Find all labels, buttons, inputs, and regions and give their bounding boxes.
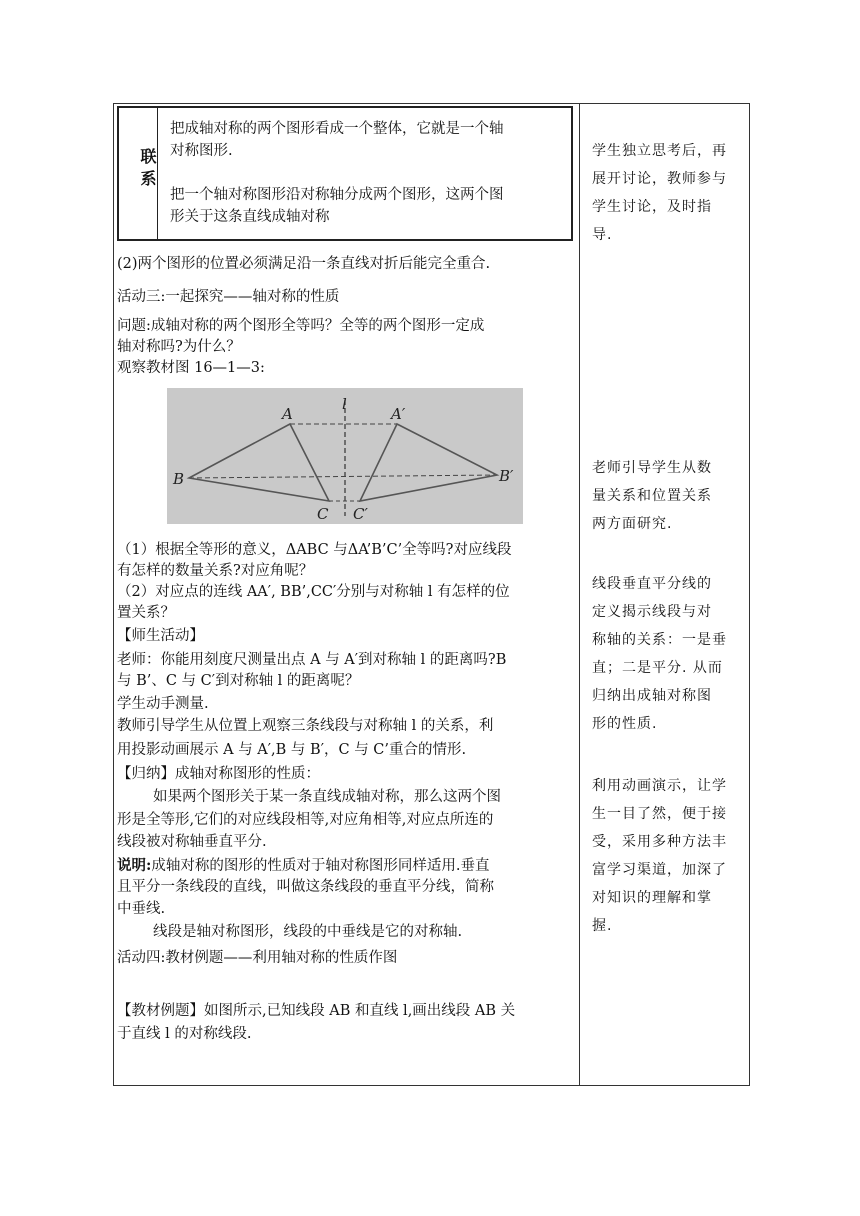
guide-line-2: 用投影动画展示 A 与 A′,B 与 B′，C 与 C’重合的情形. — [117, 742, 467, 758]
note-line-1 — [117, 855, 489, 877]
q1-line-2: 有怎样的数量关系?对应角呢？ — [117, 563, 314, 579]
right-note-3-line: 称轴的关系：一是垂 — [592, 632, 727, 648]
right-note-4-line: 富学习渠道，加深了 — [592, 862, 727, 878]
lianxi-text-1b: 对称图形. — [170, 143, 233, 159]
note-line-3: 中垂线. — [117, 901, 166, 917]
lianxi-label: 联系 — [138, 148, 157, 192]
main-line-1: (2)两个图形的位置必须满足沿一条直线对折后能完全重合. — [117, 256, 491, 272]
lianxi-text-2b: 形关于这条直线成轴对称 — [170, 209, 330, 225]
label-C: C — [317, 505, 329, 523]
right-note-4-line: 利用动画演示，让学 — [592, 778, 727, 794]
note-line-4: 线段是轴对称图形，线段的中垂线是它的对称轴. — [153, 924, 463, 940]
right-note-3-line: 归纳出成轴对称图 — [592, 688, 712, 704]
right-note-1 — [592, 137, 727, 249]
label-B2: B′ — [499, 467, 514, 485]
summary-line-1: 如果两个图形关于某一条直线成轴对称，那么这两个图 — [153, 789, 501, 805]
student-line: 学生动手测量. — [117, 696, 209, 712]
right-note-4 — [592, 772, 727, 940]
question-line-1: 问题:成轴对称的两个图形全等吗？全等的两个图形一定成 — [117, 318, 485, 334]
right-note-3-line: 线段垂直平分线的 — [592, 576, 712, 592]
right-note-2-line: 量关系和位置关系 — [592, 488, 712, 504]
lianxi-text-1a: 把成轴对称的两个图形看成一个整体，它就是一个轴 — [170, 121, 504, 137]
label-l: l — [342, 395, 347, 413]
right-note-3-line: 形的性质. — [592, 716, 658, 732]
right-note-1-line: 导. — [592, 227, 613, 243]
right-note-2 — [592, 454, 712, 538]
right-note-4-line: 生一目了然，便于接 — [592, 806, 727, 822]
note-label: 说明: — [117, 857, 152, 874]
right-note-4-line: 受，采用多种方法丰 — [592, 834, 727, 850]
question-line-2: 轴对称吗?为什么？ — [117, 339, 241, 355]
right-note-2-line: 老师引导学生从数 — [592, 460, 712, 476]
lianxi-text-2a: 把一个轴对称图形沿对称轴分成两个图形，这两个图 — [170, 187, 504, 203]
right-note-2-line: 两方面研究. — [592, 516, 673, 532]
right-note-4-line: 对知识的理解和掌 — [592, 890, 712, 906]
example-line-2: 于直线 l 的对称线段. — [117, 1026, 252, 1042]
note-text-1: 成轴对称的图形的性质对于轴对称图形同样适用.垂直 — [151, 858, 490, 874]
textbook-figure — [167, 388, 523, 524]
summary-line-3: 线段被对称轴垂直平分. — [117, 834, 267, 850]
activity-4-heading: 活动四:教材例题——利用轴对称的性质作图 — [117, 950, 398, 966]
observe-line: 观察教材图 16—1—3: — [117, 360, 265, 376]
right-note-3-line: 直；二是平分. 从而 — [592, 660, 723, 676]
guide-line-1: 教师引导学生从位置上观察三条线段与对称轴 l 的关系，利 — [117, 718, 494, 734]
right-note-3-line: 定义揭示线段与对 — [592, 604, 712, 620]
label-A2: A′ — [391, 405, 406, 423]
activity-3-heading: 活动三:一起探究——轴对称的性质 — [117, 289, 340, 305]
teacher-line-2: 与 B’、C 与 C′到对称轴 l 的距离呢？ — [117, 673, 360, 689]
right-note-4-line: 握. — [592, 918, 613, 934]
triangle-A2B2C2 — [360, 424, 497, 501]
label-B: B — [173, 470, 185, 488]
q2-line-1: （2）对应点的连线 AA′, BB’,CC′分别与对称轴 l 有怎样的位 — [117, 584, 510, 600]
summary-heading: 【归纳】成轴对称图形的性质： — [117, 766, 320, 782]
right-note-1-line: 展开讨论，教师参与 — [592, 171, 727, 187]
right-note-1-line: 学生讨论，及时指 — [592, 199, 712, 215]
teacher-line-1: 老师：你能用刻度尺测量出点 A 与 A′到对称轴 l 的距离吗?B — [117, 652, 507, 668]
q1-line-1: （1）根据全等形的意义，ΔABC 与ΔA’B’C’全等吗?对应线段 — [117, 542, 512, 558]
symmetry-diagram — [167, 388, 523, 524]
note-line-2: 且平分一条线段的直线，叫做这条线段的垂直平分线，简称 — [117, 879, 494, 895]
column-divider — [579, 103, 580, 1086]
right-note-3 — [592, 570, 727, 738]
activity-heading: 【师生活动】 — [117, 628, 204, 644]
right-note-1-line: 学生独立思考后，再 — [592, 143, 727, 159]
triangle-ABC — [189, 424, 329, 501]
label-A: A — [282, 405, 293, 423]
segment-BB2 — [189, 475, 497, 478]
label-C2: C′ — [353, 505, 368, 523]
summary-line-2: 形是全等形,它们的对应线段相等,对应角相等,对应点所连的 — [117, 812, 494, 828]
example-line-1: 【教材例题】如图所示,已知线段 AB 和直线 l,画出线段 AB 关 — [117, 1003, 516, 1019]
q2-line-2: 置关系？ — [117, 605, 175, 621]
